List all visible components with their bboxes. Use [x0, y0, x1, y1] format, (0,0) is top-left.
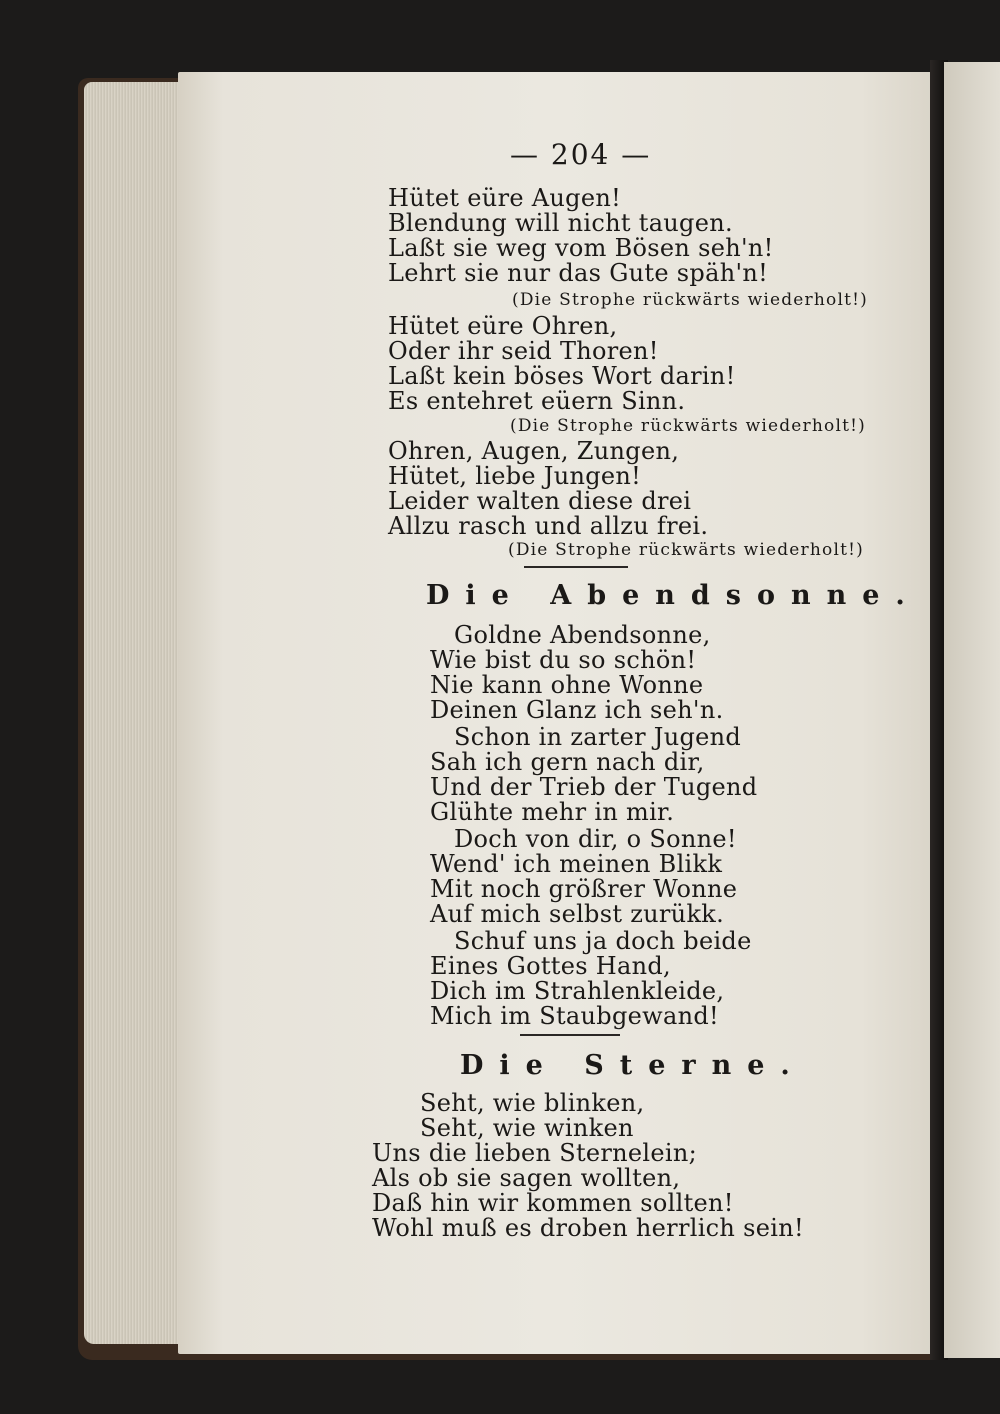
stage-note: (Die Strophe rückwärts wiederholt!) — [512, 290, 869, 310]
verse-line: Hütet, liebe Jungen! — [388, 462, 642, 490]
verse-line: Lehrt sie nur das Gute späh'n! — [388, 259, 769, 287]
poem-title: Die Sterne. — [460, 1050, 806, 1081]
verse-line: Seht, wie blinken, — [420, 1089, 645, 1117]
verse-line: Dich im Strahlenkleide, — [430, 977, 725, 1005]
verse-line: Ohren, Augen, Zungen, — [388, 437, 680, 465]
page-number: — 204 — — [510, 138, 652, 171]
verse-line: Leider walten diese drei — [388, 487, 692, 515]
verse-line: Nie kann ohne Wonne — [430, 671, 704, 699]
verse-line: Sah ich gern nach dir, — [430, 748, 705, 776]
poem-title: Die Abendsonne. — [426, 580, 921, 611]
stage-note: (Die Strophe rückwärts wiederholt!) — [508, 540, 865, 560]
verse-line: Und der Trieb der Tugend — [430, 773, 758, 801]
section-divider — [524, 566, 628, 568]
verse-line: Laßt kein böses Wort darin! — [388, 362, 736, 390]
verse-line: Wie bist du so schön! — [430, 646, 697, 674]
verse-line: Daß hin wir kommen sollten! — [372, 1189, 734, 1217]
verse-line: Deinen Glanz ich seh'n. — [430, 696, 724, 724]
verse-line: Schuf uns ja doch beide — [454, 927, 752, 955]
verse-line: Uns die lieben Sternelein; — [372, 1139, 698, 1167]
stage-note: (Die Strophe rückwärts wiederholt!) — [510, 416, 867, 436]
verse-line: Mit noch größrer Wonne — [430, 875, 738, 903]
verse-line: Laßt sie weg vom Bösen seh'n! — [388, 234, 774, 262]
verse-line: Als ob sie sagen wollten, — [372, 1164, 681, 1192]
verse-line: Wohl muß es droben herrlich sein! — [372, 1214, 804, 1242]
verse-line: Wend' ich meinen Blikk — [430, 850, 723, 878]
verse-line: Blendung will nicht taugen. — [388, 209, 733, 237]
verse-line: Oder ihr seid Thoren! — [388, 337, 659, 365]
verse-line: Hütet eüre Augen! — [388, 184, 622, 212]
verse-line: Schon in zarter Jugend — [454, 723, 742, 751]
verse-line: Auf mich selbst zurükk. — [430, 900, 725, 928]
verse-line: Glühte mehr in mir. — [430, 798, 675, 826]
verse-line: Es entehret eüern Sinn. — [388, 387, 686, 415]
verse-line: Seht, wie winken — [420, 1114, 634, 1142]
verse-line: Eines Gottes Hand, — [430, 952, 671, 980]
section-divider — [520, 1034, 620, 1036]
verse-line: Goldne Abendsonne, — [454, 621, 711, 649]
facing-page-edge — [944, 62, 1000, 1358]
verse-line: Hütet eüre Ohren, — [388, 312, 618, 340]
verse-line: Allzu rasch und allzu frei. — [388, 512, 709, 540]
verse-line: Mich im Staubgewand! — [430, 1002, 719, 1030]
verse-line: Doch von dir, o Sonne! — [454, 825, 737, 853]
